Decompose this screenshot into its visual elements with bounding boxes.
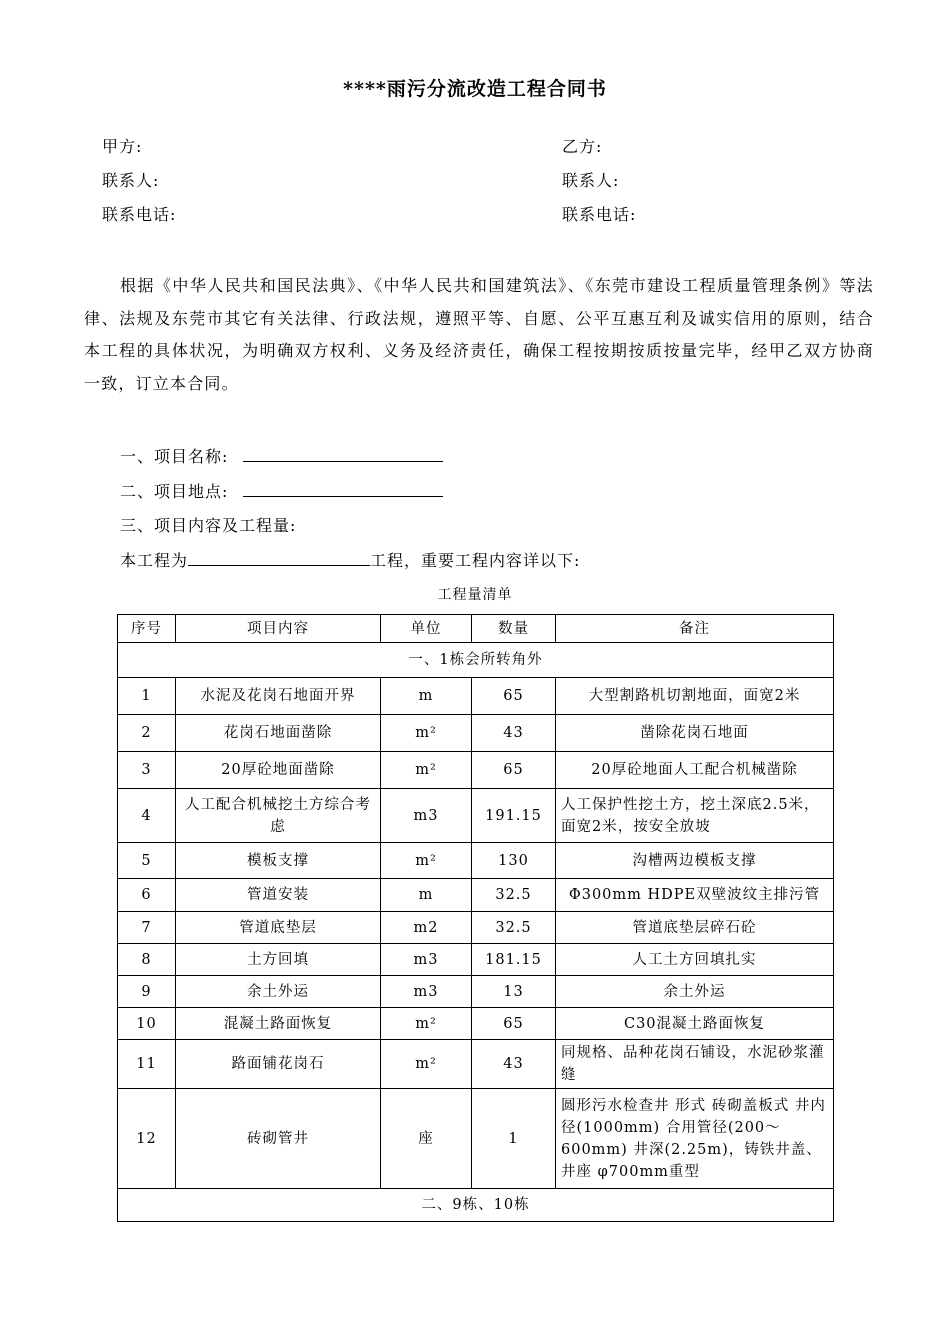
cell-content: 管道底垫层 xyxy=(176,912,381,944)
party-b-name-label: 乙方: xyxy=(562,137,603,156)
party-b-contact-label: 联系人: xyxy=(562,171,620,190)
cell-unit: m² xyxy=(381,752,472,789)
party-b-phone-label: 联系电话: xyxy=(562,205,637,224)
cell-content: 土方回填 xyxy=(176,944,381,976)
cell-qty: 130 xyxy=(472,843,556,879)
cell-no: 12 xyxy=(118,1089,176,1189)
table-row xyxy=(118,789,834,843)
table-header-row xyxy=(118,615,834,643)
cell-no: 8 xyxy=(118,944,176,976)
party-a-name-label: 甲方: xyxy=(102,137,143,156)
cell-content: 路面铺花岗石 xyxy=(176,1040,381,1089)
cell-unit: 座 xyxy=(381,1089,472,1189)
section-row xyxy=(118,1189,834,1222)
cell-no: 1 xyxy=(118,678,176,715)
scope-prefix: 本工程为 xyxy=(120,551,189,570)
cell-qty: 181.15 xyxy=(472,944,556,976)
project-location-blank[interactable] xyxy=(243,480,443,497)
cell-qty: 32.5 xyxy=(472,879,556,912)
party-a-contact-label: 联系人: xyxy=(102,171,160,190)
cell-unit: m3 xyxy=(381,789,472,843)
section-1-title: 一、1栋会所转角外 xyxy=(118,643,834,678)
table-caption: 工程量清单 xyxy=(437,587,513,603)
intro-paragraph: 根据《中华人民共和国民法典》、《中华人民共和国建筑法》、《东莞市建设工程质量管理条例》等法律、法规及东莞市其它有关法律、行政法规，遵照平等、自愿、公平互惠互利及诚实信用的原则，结合本工程的具体状况，为明确双方权利、义务及经济责任，确保工程按期按质按量完毕，经甲乙双方协商一致，订立本合同。 xyxy=(84,276,874,393)
cell-no: 9 xyxy=(118,976,176,1008)
cell-qty: 32.5 xyxy=(472,912,556,944)
project-name-blank[interactable] xyxy=(243,445,443,462)
section-row xyxy=(118,643,834,678)
cell-unit: m² xyxy=(381,1008,472,1040)
cell-qty: 43 xyxy=(472,715,556,752)
project-location-line xyxy=(120,480,443,503)
cell-content: 管道安装 xyxy=(176,879,381,912)
cell-no: 5 xyxy=(118,843,176,879)
table-row xyxy=(118,1008,834,1040)
scope-suffix: 工程，重要工程内容详以下: xyxy=(370,551,581,570)
cell-note: 管道底垫层碎石砼 xyxy=(556,912,834,944)
table-row xyxy=(118,752,834,789)
cell-qty: 13 xyxy=(472,976,556,1008)
cell-unit: m xyxy=(381,879,472,912)
cell-note: 同规格、品种花岗石铺设，水泥砂浆灌缝 xyxy=(556,1040,834,1089)
cell-content: 砖砌管井 xyxy=(176,1089,381,1189)
cell-note: 圆形污水检查井 形式 砖砌盖板式 井内径(1000mm) 合用管径(200～600mm) 井深(2.25m)，铸铁井盖、井座 φ700mm重型 xyxy=(556,1089,834,1189)
table-row xyxy=(118,976,834,1008)
cell-qty: 191.15 xyxy=(472,789,556,843)
cell-content: 余土外运 xyxy=(176,976,381,1008)
cell-content: 水泥及花岗石地面开界 xyxy=(176,678,381,715)
quantity-table-body xyxy=(118,615,834,1222)
cell-note: 沟槽两边模板支撑 xyxy=(556,843,834,879)
project-name-line xyxy=(120,445,443,468)
table-row xyxy=(118,843,834,879)
header-note: 备注 xyxy=(556,615,834,643)
cell-unit: m3 xyxy=(381,944,472,976)
cell-no: 3 xyxy=(118,752,176,789)
cell-content: 人工配合机械挖土方综合考虑 xyxy=(176,789,381,843)
cell-qty: 43 xyxy=(472,1040,556,1089)
table-row xyxy=(118,1040,834,1089)
cell-qty: 1 xyxy=(472,1089,556,1189)
cell-note: 人工保护性挖土方，挖土深底2.5米，面宽2米，按安全放坡 xyxy=(556,789,834,843)
cell-note: 余土外运 xyxy=(556,976,834,1008)
project-name-label: 一、项目名称: xyxy=(120,447,229,466)
cell-no: 6 xyxy=(118,879,176,912)
cell-unit: m² xyxy=(381,715,472,752)
cell-no: 7 xyxy=(118,912,176,944)
table-row xyxy=(118,944,834,976)
header-qty: 数量 xyxy=(472,615,556,643)
cell-note: C30混凝土路面恢复 xyxy=(556,1008,834,1040)
header-unit: 单位 xyxy=(381,615,472,643)
project-location-label: 二、项目地点: xyxy=(120,482,229,501)
cell-no: 11 xyxy=(118,1040,176,1089)
cell-content: 花岗石地面凿除 xyxy=(176,715,381,752)
cell-unit: m xyxy=(381,678,472,715)
cell-no: 2 xyxy=(118,715,176,752)
cell-note: 人工土方回填扎实 xyxy=(556,944,834,976)
table-row xyxy=(118,912,834,944)
section-2-title: 二、9栋、10栋 xyxy=(118,1189,834,1222)
table-row xyxy=(118,678,834,715)
cell-qty: 65 xyxy=(472,752,556,789)
cell-unit: m2 xyxy=(381,912,472,944)
scope-blank[interactable] xyxy=(188,549,370,566)
cell-note: 20厚砼地面人工配合机械凿除 xyxy=(556,752,834,789)
cell-note: Φ300mm HDPE双壁波纹主排污管 xyxy=(556,879,834,912)
cell-content: 混凝土路面恢复 xyxy=(176,1008,381,1040)
scope-line xyxy=(120,549,580,572)
party-a-phone-label: 联系电话: xyxy=(102,205,177,224)
cell-qty: 65 xyxy=(472,1008,556,1040)
cell-qty: 65 xyxy=(472,678,556,715)
cell-note: 凿除花岗石地面 xyxy=(556,715,834,752)
table-row xyxy=(118,715,834,752)
project-content-label: 三、项目内容及工程量: xyxy=(120,516,297,535)
cell-note: 大型割路机切割地面，面宽2米 xyxy=(556,678,834,715)
cell-content: 模板支撑 xyxy=(176,843,381,879)
cell-unit: m² xyxy=(381,1040,472,1089)
document-title: ****雨污分流改造工程合同书 xyxy=(343,78,607,100)
quantity-table xyxy=(117,614,834,1222)
cell-content: 20厚砼地面凿除 xyxy=(176,752,381,789)
header-content: 项目内容 xyxy=(176,615,381,643)
header-no: 序号 xyxy=(118,615,176,643)
cell-no: 4 xyxy=(118,789,176,843)
cell-unit: m3 xyxy=(381,976,472,1008)
cell-unit: m² xyxy=(381,843,472,879)
table-row xyxy=(118,1089,834,1189)
table-row xyxy=(118,879,834,912)
cell-no: 10 xyxy=(118,1008,176,1040)
